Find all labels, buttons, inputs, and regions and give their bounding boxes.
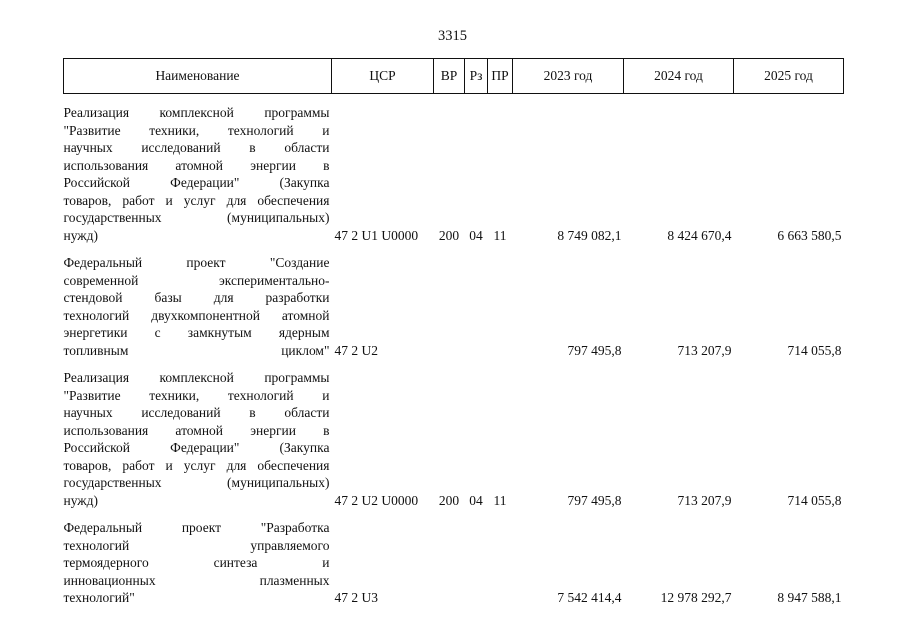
- row-name: [64, 246, 332, 361]
- row-name-line: научных исследований в области: [63, 405, 330, 420]
- row-csr: 47 2 U3: [334, 590, 378, 605]
- row-name-line: Федеральный проект "Разработка: [63, 520, 330, 535]
- row-value-2025: 714 055,8: [787, 342, 842, 358]
- row-value-2025: 6 663 580,5: [777, 227, 842, 243]
- row-name-line: использования атомной энергии в: [63, 157, 330, 173]
- row-name-line: термоядерного синтеза и: [63, 555, 330, 570]
- row-rz: 04: [469, 227, 483, 243]
- row-vr: 200: [438, 492, 460, 508]
- row-name-line: Реализация комплексной программы: [63, 105, 330, 120]
- row-csr: 47 2 U1 U0000: [334, 227, 419, 243]
- row-value-2024: 8 424 670,4: [667, 227, 732, 243]
- row-pr: [488, 511, 513, 609]
- row-name-line: нужд): [63, 492, 98, 508]
- row-value-2023: 797 495,8: [567, 342, 622, 358]
- row-rz: 04: [469, 492, 483, 508]
- row-value-2025: 714 055,8: [787, 492, 842, 508]
- row-rz: [465, 246, 488, 361]
- row-name-line: инновационных плазменных: [63, 572, 330, 588]
- table-header: [64, 59, 844, 94]
- row-name-line: государственных (муниципальных): [63, 475, 330, 490]
- row-name-line: Российской Федерации" (Закупка: [63, 175, 330, 190]
- row-name-line: стендовой базы для разработки: [63, 290, 330, 305]
- row-vr: 200: [438, 227, 460, 243]
- row-pr: 11: [493, 227, 507, 243]
- row-name-line: Федеральный проект "Создание: [63, 255, 330, 270]
- page-number: 3315: [438, 28, 467, 44]
- row-name-line: использования атомной энергии в: [63, 422, 330, 438]
- row-value-2024: 12 978 292,7: [660, 590, 732, 605]
- header-2025: 2025 год: [734, 59, 844, 94]
- row-value-2025: 8 947 588,1: [777, 590, 842, 605]
- row-pr: 11: [493, 492, 507, 508]
- row-name-line: топливным циклом": [63, 342, 330, 358]
- row-value-2024: 713 207,9: [677, 342, 732, 358]
- row-name: [64, 511, 332, 609]
- row-name-line: современной экспериментально-: [63, 272, 330, 288]
- header-2023: 2023 год: [513, 59, 624, 94]
- table-row: [64, 361, 844, 511]
- header-csr: ЦСР: [332, 59, 434, 94]
- row-name-line: технологий управляемого: [63, 537, 330, 553]
- table-row: [64, 94, 844, 247]
- header-rz: Рз: [465, 59, 488, 94]
- table-row: [64, 246, 844, 361]
- row-vr: [434, 246, 465, 361]
- row-name-line: технологий двухкомпонентной атомной: [63, 307, 330, 323]
- row-vr: [434, 511, 465, 609]
- row-value-2023: 8 749 082,1: [557, 227, 622, 243]
- row-name-line: Реализация комплексной программы: [63, 370, 330, 385]
- header-name: Наименование: [64, 59, 332, 94]
- row-name-line: нужд): [63, 227, 98, 243]
- table-body: [64, 94, 844, 609]
- row-value-2024: 713 207,9: [677, 492, 732, 508]
- row-name-line: "Развитие техники, технологий и: [63, 122, 330, 138]
- row-name-line: Российской Федерации" (Закупка: [63, 440, 330, 455]
- row-csr: 47 2 U2 U0000: [334, 492, 419, 508]
- row-name-line: государственных (муниципальных): [63, 210, 330, 225]
- table-row: [64, 511, 844, 609]
- budget-table: [63, 58, 844, 609]
- row-name-line: товаров, работ и услуг для обеспечения: [63, 192, 330, 208]
- row-name-line: "Развитие техники, технологий и: [63, 387, 330, 403]
- row-name: [64, 94, 332, 247]
- row-name: [64, 361, 332, 511]
- row-name-line: товаров, работ и услуг для обеспечения: [63, 457, 330, 473]
- row-name-line: энергетики с замкнутым ядерным: [63, 325, 330, 340]
- row-value-2023: 797 495,8: [567, 492, 622, 508]
- row-pr: [488, 246, 513, 361]
- header-pr: ПР: [488, 59, 513, 94]
- row-name-line: научных исследований в области: [63, 140, 330, 155]
- header-vr: ВР: [434, 59, 465, 94]
- header-2024: 2024 год: [624, 59, 734, 94]
- row-value-2023: 7 542 414,4: [557, 590, 622, 605]
- row-rz: [465, 511, 488, 609]
- row-name-line: технологий": [63, 590, 135, 605]
- row-csr: 47 2 U2: [334, 342, 378, 358]
